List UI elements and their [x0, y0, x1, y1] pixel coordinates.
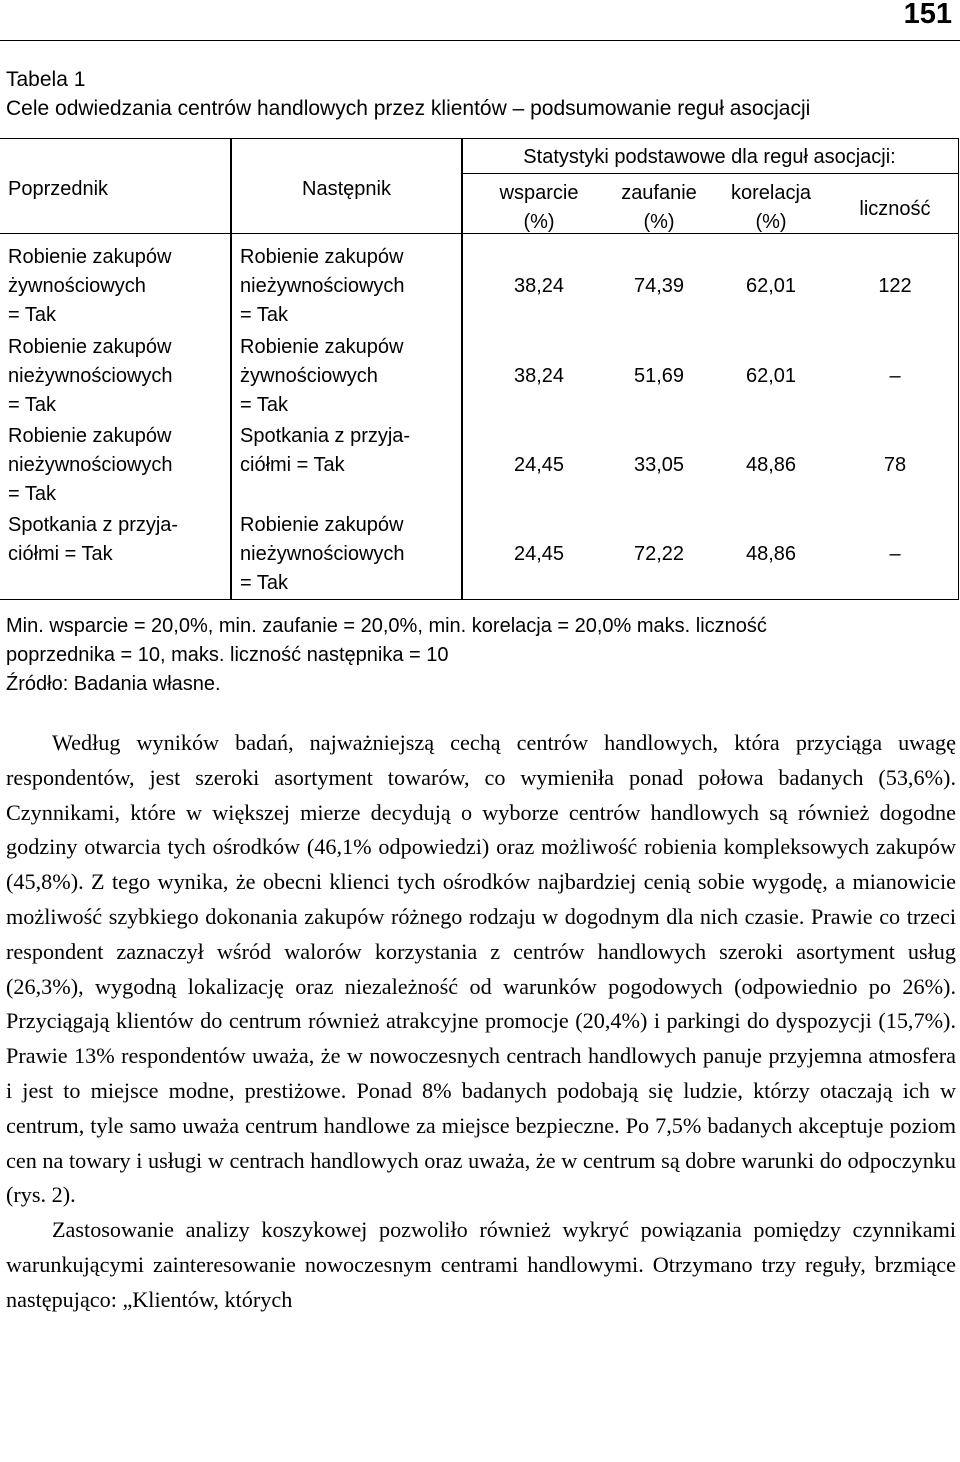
table-row-3-support: 24,45 — [513, 454, 565, 476]
table-note-thresholds-cont: poprzednika = 10, maks. liczność następnika = 10 — [6, 644, 449, 666]
table-row-2-consequent: Robienie zakupów żywnościowych = Tak — [240, 336, 404, 416]
table-row-1-antecedent: Robienie zakupów żywnościowych = Tak — [8, 246, 172, 326]
table-row-4-consequent: Robienie zakupów nieżywnościowych = Tak — [240, 514, 405, 594]
header-correlation: korelacja (%) — [730, 182, 812, 233]
table-row-2-support: 38,24 — [513, 365, 565, 387]
paragraph: Zastosowanie analizy koszykowej pozwoliło również wykryć powiązania pomiędzy czynnikami warunkującymi zainteresowanie nowoczesnym centrami handlowymi. Otrzymano trzy reguły, brzmiące następująco: „Klientów, których — [6, 1217, 956, 1312]
table-row-1-count: 122 — [878, 275, 912, 297]
header-stats-group: Statystyki podstawowe dla reguł asocjacji: — [523, 146, 896, 168]
table-source: Źródło: Badania własne. — [6, 673, 221, 695]
table-caption: Cele odwiedzania centrów handlowych przez klientów – podsumowanie reguł asocjacji — [6, 97, 811, 120]
table-row-1-support: 38,24 — [513, 275, 565, 297]
table-row-4-confidence: 72,22 — [633, 543, 685, 565]
table-row-2-correlation: 62,01 — [745, 365, 797, 387]
body-text — [6, 726, 956, 1318]
header-support: wsparcie (%) — [499, 182, 579, 233]
association-rules-table — [0, 138, 959, 600]
table-row-1-correlation: 62,01 — [745, 275, 797, 297]
table-row-4-antecedent: Spotkania z przyja- ciółmi = Tak — [8, 514, 179, 565]
table-note-thresholds: Min. wsparcie = 20,0%, min. zaufanie = 20,0%, min. korelacja = 20,0% maks. liczność — [6, 615, 767, 637]
table-row-2-confidence: 51,69 — [633, 365, 685, 387]
table-row-3-count: 78 — [883, 454, 907, 476]
table-row-3-antecedent: Robienie zakupów nieżywnościowych = Tak — [8, 425, 173, 505]
top-rule — [0, 40, 960, 41]
table-row-1-consequent: Robienie zakupów nieżywnościowych = Tak — [240, 246, 405, 326]
header-antecedent: Poprzednik — [8, 178, 109, 200]
paragraph: Według wyników badań, najważniejszą cechą centrów handlowych, która przyciąga uwagę respondentów, jest szeroki asortyment towarów, co wymieniła ponad połowa badanych (53,6%). Czynnikami, które w większej mierze decydują o wyborze centrów handlowych są również dogodne godziny otwarcia tych ośrodków (46,1% odpowiedzi) oraz możliwość robienia kompleksowych zakupów (45,8%). Z tego wynika, że obecni klienci tych ośrodków najbardziej cenią sobie wygodę, a mianowicie możliwość szybkiego dokonania zakupów różnego rodzaju w dogodnym dla nich czasie. Prawie co trzeci respondent zaznaczył wśród walorów korzystania z centrów handlowych szeroki asortyment usług (26,3%), wygodną lokalizację oraz niezależność od warunków pogodowych (odpowiednio po 26%). Przyciągają klientów do centrum również atrakcyjne promocje (20,4%) i parkingi do dyspozycji (15,7%). Prawie 13% respondentów uważa, że w nowoczesnych centrach handlowych panuje przyjemna atmosfera i jest to miejsce modne, prestiżowe. Ponad 8% badanych podobają się ludzie, którzy otaczają ich w centrum, tyle samo uważa centrum handlowe za miejsce bezpieczne. Po 7,5% badanych akceptuje poziom cen na towary i usługi w centrach handlowych oraz uważa, że w centrum są dobre warunki do odpoczynku (rys. 2). — [6, 730, 956, 1208]
header-count: liczność — [859, 198, 931, 220]
table-row-3-confidence: 33,05 — [633, 454, 685, 476]
table-row-3-correlation: 48,86 — [745, 454, 797, 476]
table-row-4-correlation: 48,86 — [745, 543, 797, 565]
table-row-4-count: – — [889, 543, 901, 565]
table-label: Tabela 1 — [6, 68, 86, 91]
table-row-2-antecedent: Robienie zakupów nieżywnościowych = Tak — [8, 336, 173, 416]
column-divider — [461, 139, 463, 599]
header-confidence: zaufanie (%) — [621, 182, 697, 233]
header-consequent: Następnik — [302, 178, 391, 200]
header-rule — [0, 233, 461, 234]
column-divider — [230, 139, 232, 599]
stats-group-rule — [461, 173, 958, 174]
page-number: 151 — [903, 0, 952, 30]
table-row-4-support: 24,45 — [513, 543, 565, 565]
table-row-3-consequent: Spotkania z przyja- ciółmi = Tak — [240, 425, 411, 476]
table-row-2-count: – — [889, 365, 901, 387]
table-notes — [6, 612, 956, 699]
table-row-1-confidence: 74,39 — [633, 275, 685, 297]
